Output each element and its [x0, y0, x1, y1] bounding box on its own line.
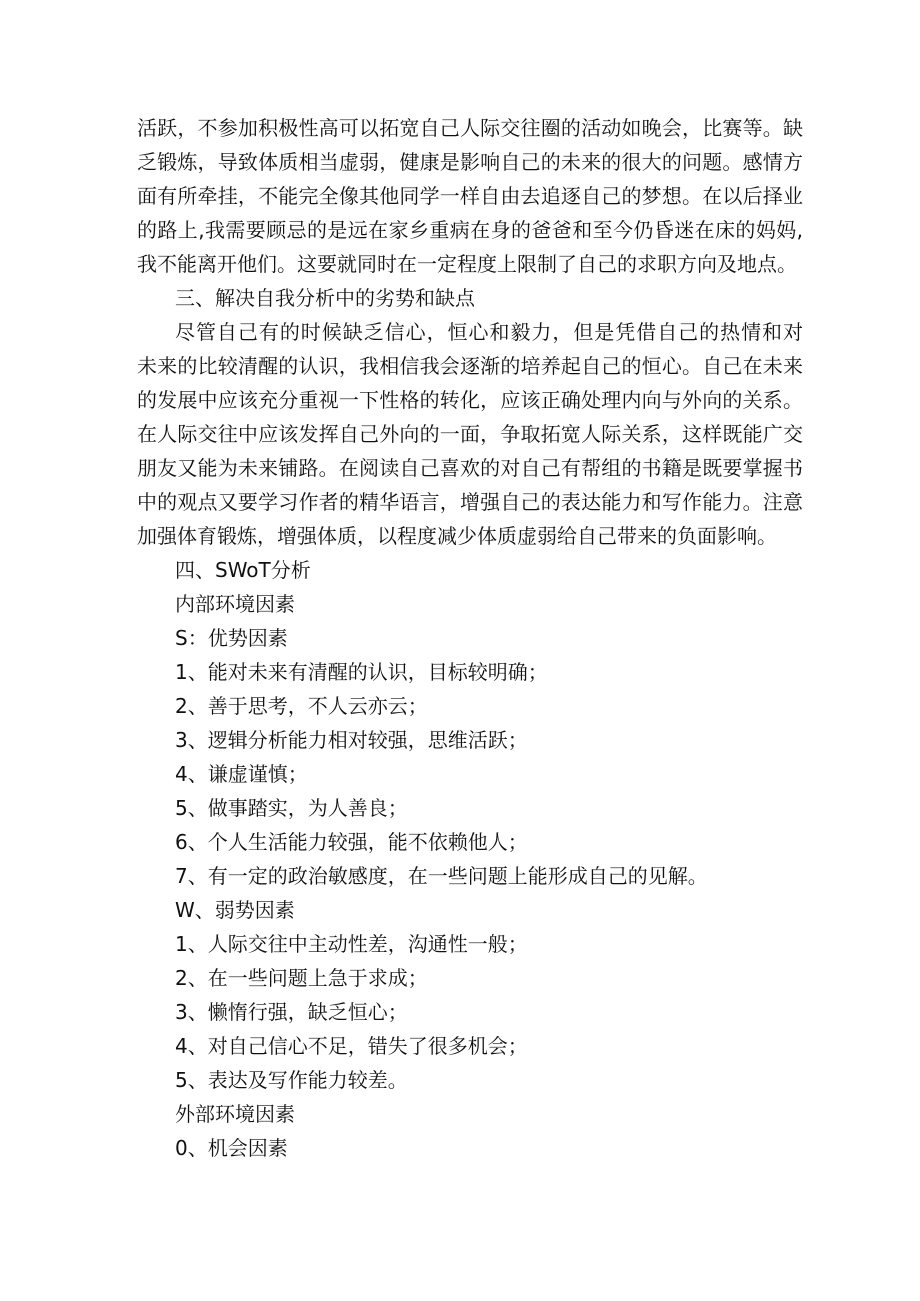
list-item: 7、有一定的政治敏感度，在一些问题上能形成自己的见解。 [175, 864, 708, 888]
list-item: 5、表达及写作能力较差。 [175, 1068, 408, 1092]
paragraph-line: 乏锻炼，导致体质相当虚弱，健康是影响自己的未来的很大的问题。感情方 [137, 150, 803, 174]
section-heading-3: 三、解决自我分析中的劣势和缺点 [175, 286, 475, 310]
paragraph-line: 中的观点又要学习作者的精华语言，增强自己的表达能力和写作能力。注意 [137, 490, 803, 514]
section-heading-4: 四、SWoT分析 [175, 558, 311, 582]
list-item: 1、人际交往中主动性差，沟通性一般； [175, 932, 528, 956]
list-item: 4、谦虚谨慎； [175, 762, 308, 786]
list-item: 2、善于思考，不人云亦云； [175, 694, 428, 718]
paragraph-line: 的发展中应该充分重视一下性格的转化，应该正确处理内向与外向的关系。 [137, 388, 803, 412]
paragraph-line: 活跃，不参加积极性高可以拓宽自己人际交往圈的活动如晚会，比赛等。缺 [137, 116, 803, 140]
list-item: 3、逻辑分析能力相对较强，思维活跃； [175, 728, 528, 752]
list-item: 6、个人生活能力较强，能不依赖他人； [175, 830, 528, 854]
paragraph-solutions [137, 315, 803, 553]
paragraph-personal-weaknesses [137, 111, 803, 281]
weaknesses-heading: W、弱势因素 [175, 898, 295, 922]
paragraph-line: 的路上,我需要顾忌的是远在家乡重病在身的爸爸和至今仍昏迷在床的妈妈, [137, 218, 803, 242]
paragraph-line: 我不能离开他们。这要就同时在一定程度上限制了自己的求职方向及地点。 [137, 252, 797, 276]
document-body [137, 111, 803, 1165]
paragraph-line: 面有所牵挂，不能完全像其他同学一样自由去追逐自己的梦想。在以后择业 [137, 184, 803, 208]
weaknesses-section [137, 893, 803, 1097]
list-item: 2、在一些问题上急于求成； [175, 966, 428, 990]
list-item: 3、懒惰行强，缺乏恒心； [175, 1000, 408, 1024]
strengths-section [137, 621, 803, 893]
internal-factors-heading: 内部环境因素 [175, 592, 295, 616]
strengths-heading: S：优势因素 [175, 626, 288, 650]
list-item: 4、对自己信心不足，错失了很多机会； [175, 1034, 528, 1058]
list-item: 1、能对未来有清醒的认识，目标较明确； [175, 660, 548, 684]
opportunities-heading: 0、机会因素 [175, 1136, 288, 1160]
paragraph-line: 未来的比较清醒的认识，我相信我会逐渐的培养起自己的恒心。自己在未来 [137, 354, 803, 378]
external-factors-heading: 外部环境因素 [175, 1102, 295, 1126]
paragraph-line: 朋友又能为未来铺路。在阅读自己喜欢的对自己有帮组的书籍是既要掌握书 [137, 456, 803, 480]
paragraph-line: 在人际交往中应该发挥自己外向的一面，争取拓宽人际关系，这样既能广交 [137, 422, 803, 446]
paragraph-line: 尽管自己有的时候缺乏信心，恒心和毅力，但是凭借自己的热情和对 [175, 320, 803, 344]
list-item: 5、做事踏实，为人善良； [175, 796, 408, 820]
paragraph-line: 加强体育锻炼，增强体质，以程度减少体质虚弱给自己带来的负面影响。 [137, 524, 777, 548]
